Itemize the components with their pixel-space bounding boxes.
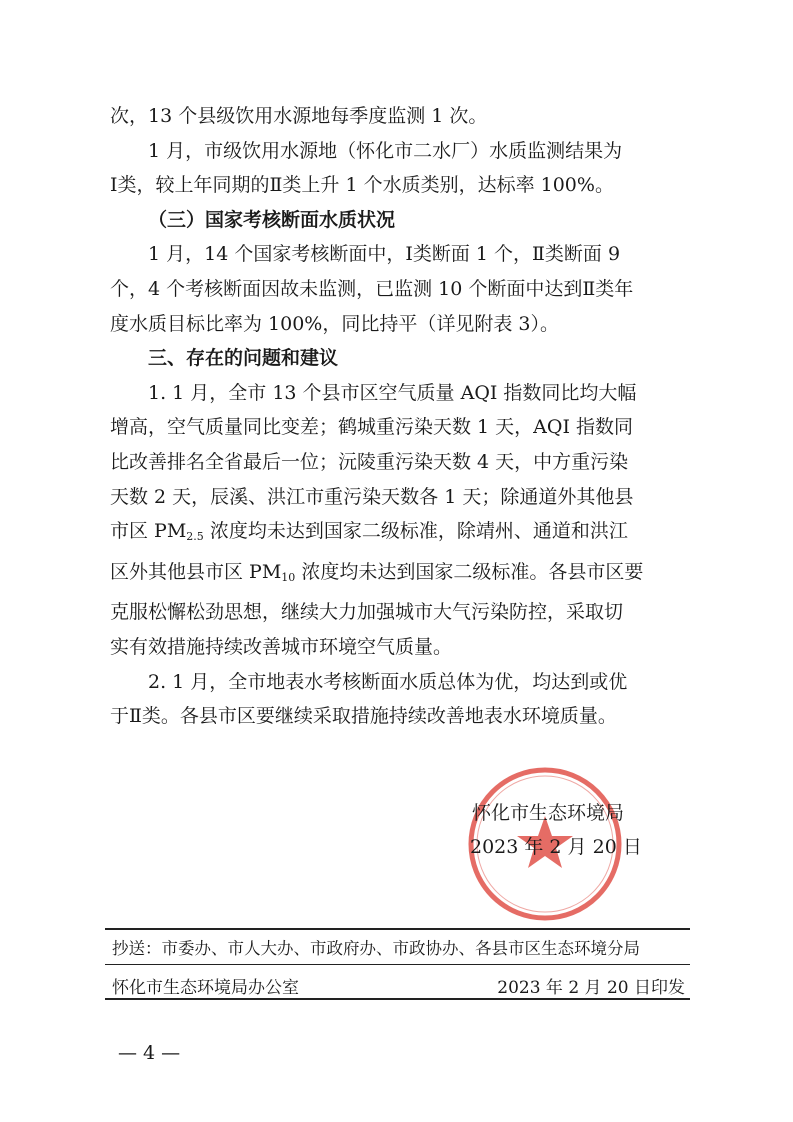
paragraph-line: 个，4 个考核断面因故未监测，已监测 10 个断面中达到Ⅱ类年 bbox=[110, 277, 634, 300]
paragraph-line: 1. 1 月，全市 13 个县市区空气质量 AQI 指数同比均大幅 bbox=[148, 381, 637, 404]
paragraph-line: 次，13 个县级饮用水源地每季度监测 1 次。 bbox=[110, 105, 488, 127]
document-body bbox=[110, 99, 690, 734]
section-heading: 三、存在的问题和建议 bbox=[148, 347, 339, 370]
paragraph-line: Ⅰ类，较上年同期的Ⅱ类上升 1 个水质类别，达标率 100%。 bbox=[110, 174, 614, 197]
paragraph-line: 1 月，14 个国家考核断面中，Ⅰ类断面 1 个，Ⅱ类断面 9 bbox=[148, 243, 621, 266]
text-segment: 浓度均未达到国家二级标准，除靖州、通道和洪江 bbox=[203, 520, 628, 543]
divider bbox=[105, 998, 690, 1000]
signature-date: 2023 年 2 月 20 日 bbox=[470, 836, 642, 858]
divider bbox=[105, 964, 690, 965]
issuing-office: 怀化市生态环境局办公室 bbox=[112, 978, 299, 998]
cc-list: 抄送：市委办、市人大办、市政府办、市政协办、各县市区生态环境分局 bbox=[112, 939, 640, 958]
text-segment: 市区 PM bbox=[110, 520, 187, 543]
signature-org: 怀化市生态环境局 bbox=[472, 802, 625, 824]
paragraph-line: 天数 2 天，辰溪、洪江市重污染天数各 1 天；除通道外其他县 bbox=[110, 485, 634, 508]
paragraph-line: 比改善排名全省最后一位；沅陵重污染天数 4 天，中方重污染 bbox=[110, 450, 629, 473]
subscript: 10 bbox=[281, 570, 296, 584]
paragraph-line: 实有效措施持续改善城市环境空气质量。 bbox=[110, 635, 453, 658]
divider bbox=[105, 928, 690, 930]
paragraph-line: 于Ⅱ类。各县市区要继续采取措施持续改善地表水环境质量。 bbox=[110, 705, 617, 728]
paragraph-line: 1 月，市级饮用水源地（怀化市二水厂）水质监测结果为 bbox=[148, 139, 623, 162]
text-segment: 区外其他县市区 PM bbox=[110, 560, 282, 583]
text-segment: 浓度均未达到国家二级标准。各县市区要 bbox=[295, 560, 644, 583]
page-number: — 4 — bbox=[118, 1042, 181, 1064]
issue-date: 2023 年 2 月 20 日印发 bbox=[497, 978, 685, 998]
paragraph-line: 克服松懈松劲思想，继续大力加强城市大气污染防控，采取切 bbox=[110, 601, 624, 624]
paragraph-line: 增高，空气质量同比变差；鹤城重污染天数 1 天，AQI 指数同 bbox=[110, 416, 634, 439]
section-heading: （三）国家考核断面水质状况 bbox=[148, 208, 396, 231]
paragraph-line bbox=[110, 555, 690, 596]
paragraph-line: 度水质目标比率为 100%，同比持平（详见附表 3）。 bbox=[110, 312, 559, 335]
paragraph-line: 2. 1 月，全市地表水考核断面水质总体为优，均达到或优 bbox=[148, 670, 628, 693]
subscript: 2.5 bbox=[186, 530, 204, 544]
paragraph-line bbox=[110, 514, 690, 555]
